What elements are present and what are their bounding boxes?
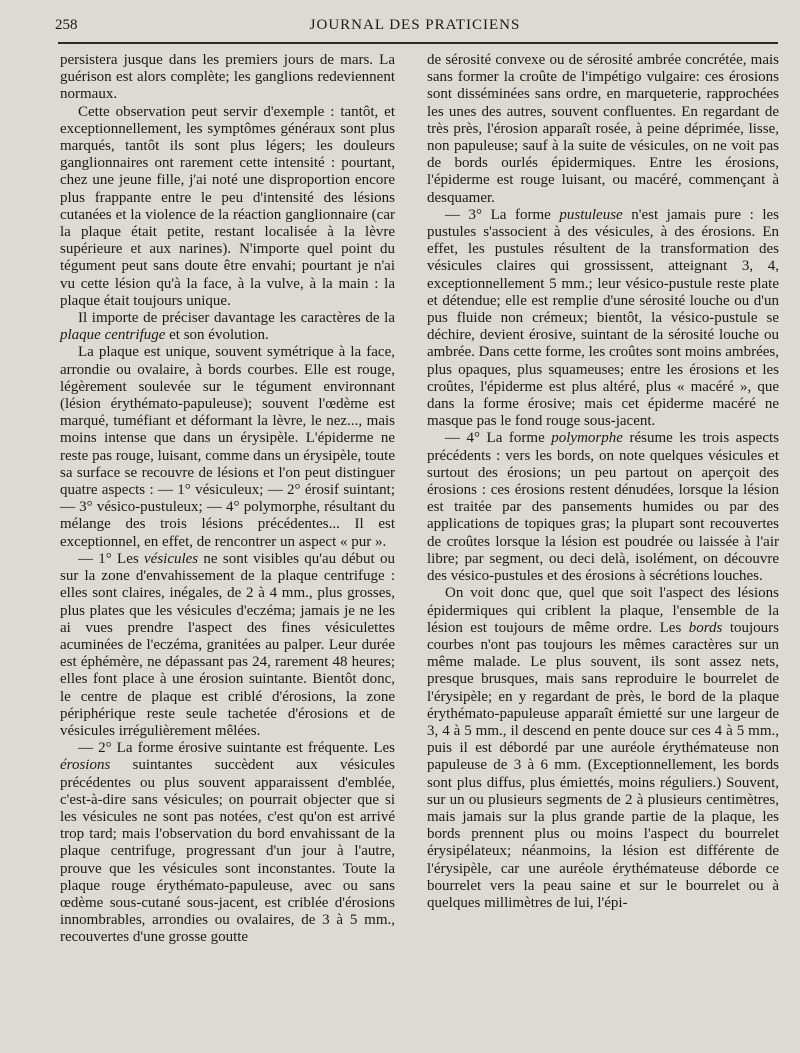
text-run: — 1° Les [78,550,144,567]
italic-term: pustuleuse [559,206,623,223]
text-run: n'est jamais pure : les pustules s'associent à des vésicules, à des érosions. En effet, les pustules résultent de la transformation des vésicules claires qui grossissent, atteignant 3, 4, exceptionnellement 5 mm.; leur vésico-pustule reste plate et détendue; elle est remplie d'une sérosité louche ou d'un pus fluide non crémeux; bientôt, la vésico-pustule se déchire, devient érosive, suintant de la sérosité louche ou ambrée. Dans cette forme, les croûtes sont moins ambrées, plus opaques, plus squameuses; entre les érosions et les croûtes, l'épiderme est plus altéré, plus « macéré », que dans la forme érosive; mais cet épiderme macéré ne masque pas le fond rouge sous-jacent. [427,206,779,430]
text-run: — 4° La forme [445,430,552,447]
page-header [55,12,775,38]
right-column [427,52,779,912]
italic-term: polymorphe [551,430,623,447]
paragraph [60,104,395,310]
running-title: JOURNAL DES PRATICIENS [309,16,521,33]
text-run: suintantes succèdent aux vésicules précédentes ou plus souvent apparaissent d'emblée, c'est-à-dire sans vésicules; on pourrait objecter que si les vésicules ne sont pas notées, c'est qu'on est arrivé trop tard; mais l'observation du bord envahissant de la plaque centrifuge, progressant d'un jour à l'autre, prouve que les vésicules sont inconstantes. Toute la plaque rouge érythémato-papuleuse, avec ou sans œdème sous-cutané sous-jacent, est criblée d'érosions innombrables, arrondies ou ovalaires, de 3 à 5 mm., recouvertes d'une grosse goutte [60,757,395,946]
text-run: ne sont visibles qu'au début ou sur la zone d'envahissement de la plaque centrifuge : elles sont claires, inégales, de 2 à 4 mm., plus grosses, plus plates que les vésicules d'eczéma; jamais je ne les ai vues prendre l'aspect des fines vésiculettes acuminées de l'eczéma, granitées au palper. Leur durée est éphémère, ne dépassant pas 24, rarement 48 heures; elles font place à une érosion suintante. Bientôt donc, le centre de plaque est criblé d'érosions, la zone périphérique reste seule tachetée d'érosions et de vésicules irrégulièrement mêlées. [60,550,396,739]
paragraph [60,310,395,344]
paragraph [427,207,779,431]
text-run: — 3° La forme [445,206,560,223]
text-run: de sérosité convexe ou de sérosité ambrée concrétée, mais sans former la croûte de l'impétigo vulgaire: ces érosions sont disséminées sans ordre, en marqueterie, rapprochées les unes des autres, souvent confluentes. En regardant de très près, l'érosion apparaît rosée, à peine déprimée, lisse, non papuleuse; sauf à la suite de vésicules, on ne voit pas de bords ourlés épidermiques. Entre les érosions, l'épiderme est rouge luisant, ou macéré, commençant à desquamer. [427,52,779,206]
text-run: et son évolution. [165,327,269,344]
header-rule [58,42,778,44]
text-run: La plaque est unique, souvent symétrique à la face, arrondie ou ovalaire, à bords courbes. Elle est rouge, légèrement soulevée sur le tégument environnant (lésion érythémato-papuleuse); souvent l'œdème est marqué, tuméfiant et déformant la lèvre, le nez..., mais moins intense que dans un érysipèle. L'épiderme ne reste pas rouge, luisant, comme dans un érysipèle, toute sa surface se recouvre de lésions et l'on peut distinguer quatre aspects : — 1° vésiculeux; — 2° érosif suintant; — 3° vésico-pustuleux; — 4° polymorphe, résultant du mélange des trois lésions précédentes... Il est exceptionnel, en effet, de rencontrer un aspect « pur ». [60,344,395,550]
text-run: toujours courbes n'ont pas toujours les mêmes caractères sur un même malade. Le plus souvent, ils sont assez nets, presque brusques, mais sans reproduire le bourrelet de l'érysipèle; en y regardant de près, le bord de la plaque érythémato-papuleuse apparaît émietté sur une largeur de 3, 4 à 5 mm., il descend en pente douce sur ces 4 à 5 mm., puis il est débordé par une auréole érythémateuse non papuleuse de 3 à 6 mm. (Exceptionnellement, les bords sont plus diffus, plus émiettés, moins réguliers.) Souvent, sur un ou plusieurs segments de 2 à plusieurs centimètres, mais jamais sur la plus grande partie de la plaque, les bords prennent plus ou moins l'aspect du bourrelet érysipélateux; néanmoins, la lésion est différente de l'érysipèle, car une auréole érythémateuse déborde ce bourrelet vers la peau saine et sur le bourrelet ou à quelques millimètres de lui, l'épi- [427,619,780,911]
paragraph [427,430,779,585]
paragraph [60,52,395,104]
paragraph [60,551,395,740]
paragraph [427,585,779,912]
italic-term: bords [688,619,723,636]
italic-term: plaque centrifuge [60,327,166,344]
text-run: persistera jusque dans les premiers jours de mars. La guérison est alors complète; les ganglions redeviennent normaux. [60,52,395,103]
text-run: Cette observation peut servir d'exemple : tantôt, et exceptionnellement, les symptômes généraux sont plus marqués, tantôt ils sont plus légers; les douleurs ganglionnaires ont rarement cette intensité : pourtant, chez une jeune fille, j'ai noté une disproportion encore plus frappante entre le peu d'intensité des lésions cutanées et la violence de la réaction ganglionnaire (car la plaque était petite, restant localisée à la lèvre supérieure et aux narines). N'importe quel point du tégument peut sans doute être envahi; pourtant je n'ai vu cette lésion qu'à la face, à la vulve, à la main : la plaque était toujours unique. [60,103,395,309]
italic-term: érosions [60,757,111,774]
text-run: — 2° La forme érosive suintante est fréquente. Les [78,740,395,757]
italic-term: vésicules [144,550,199,567]
paragraph [427,52,779,207]
left-column [60,52,395,947]
text-run: Il importe de préciser davantage les caractères de la [78,310,395,327]
paragraph [60,344,395,550]
page-number: 258 [55,16,78,33]
text-run: On voit donc que, quel que soit l'aspect des lésions épidermiques qui criblent la plaque, l'ensemble de la lésion est toujours de même ordre. Les [427,585,779,636]
text-run: résume les trois aspects précédents : vers les bords, on note quelques vésicules et surtout des érosions; un peu partout on aperçoit des érosions : ces érosions restent dénudées, lorsque la lésion est traitée par des pansements humides ou par des applications de topiques gras; la plupart sont recouvertes de croûtes lorsque la lésion est poudrée ou laissée à l'air libre; par segment, ou deci delà, isolément, on découvre des vésico-pustules et des érosions à sécrétions louches. [427,430,779,585]
paragraph [60,740,395,946]
